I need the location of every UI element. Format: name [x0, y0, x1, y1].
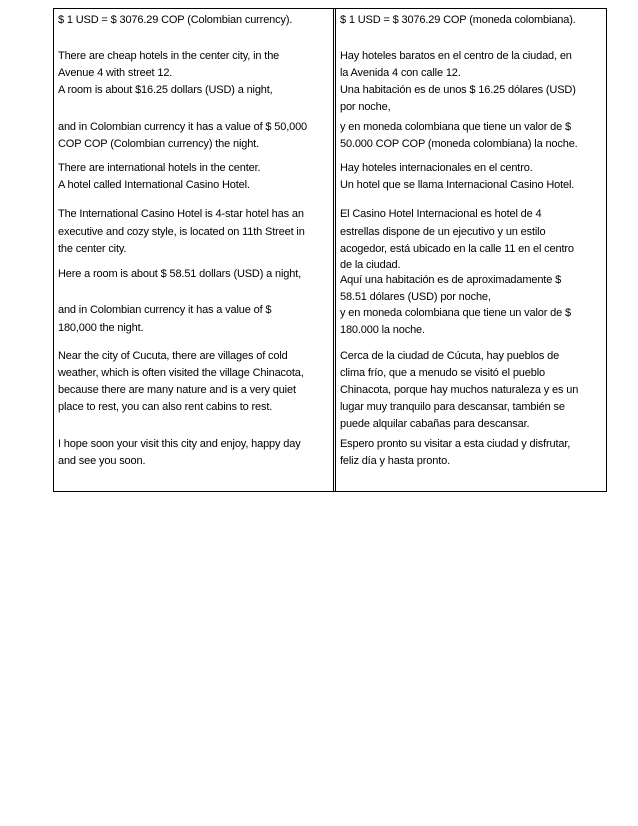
spanish-line: $ 1 USD = $ 3076.29 COP (moneda colombiana). — [340, 14, 576, 26]
english-line: There are international hotels in the center. — [58, 162, 261, 174]
spanish-line: Hay hoteles baratos en el centro de la ciudad, en — [340, 50, 572, 62]
spanish-column — [336, 9, 606, 491]
english-line: A room is about $16.25 dollars (USD) a night, — [58, 84, 273, 96]
english-line: Near the city of Cucuta, there are villages of cold — [58, 350, 288, 362]
english-line: and in Colombian currency it has a value of $ — [58, 304, 272, 316]
spanish-line: clima frío, que a menudo se visitó el pueblo — [340, 367, 545, 379]
spanish-line: y en moneda colombiana que tiene un valor de $ — [340, 307, 571, 319]
english-line: The International Casino Hotel is 4-star hotel has an — [58, 208, 304, 220]
spanish-line: de la ciudad. — [340, 259, 401, 271]
spanish-line: 58.51 dólares (USD) por noche, — [340, 291, 491, 303]
spanish-line: puede alquilar cabañas para descansar. — [340, 418, 530, 430]
english-line: and in Colombian currency it has a value of $ 50,000 — [58, 121, 308, 133]
spanish-line: 50.000 COP COP (moneda colombiana) la noche. — [340, 138, 578, 150]
english-line: weather, which is often visited the village Chinacota, — [58, 367, 304, 379]
spanish-line: Hay hoteles internacionales en el centro. — [340, 162, 533, 174]
english-line: the center city. — [58, 243, 127, 255]
spanish-line: por noche, — [340, 101, 391, 113]
spanish-line: lugar muy tranquilo para descansar, también se — [340, 401, 565, 413]
translation-table — [53, 8, 607, 492]
spanish-line: Chinacota, porque hay muchos naturaleza y es un — [340, 384, 579, 396]
english-line: COP COP (Colombian currency) the night. — [58, 138, 259, 150]
spanish-line: feliz día y hasta pronto. — [340, 455, 450, 467]
spanish-line: y en moneda colombiana que tiene un valor de $ — [340, 121, 571, 133]
spanish-line: El Casino Hotel Internacional es hotel de 4 — [340, 208, 542, 220]
spanish-line: la Avenida 4 con calle 12. — [340, 67, 461, 79]
spanish-line: Aquí una habitación es de aproximadamente $ — [340, 274, 562, 286]
spanish-line: 180.000 la noche. — [340, 324, 425, 336]
english-line: I hope soon your visit this city and enjoy, happy day — [58, 438, 301, 450]
english-line: $ 1 USD = $ 3076.29 COP (Colombian currency). — [58, 14, 293, 26]
english-line: place to rest, you can also rent cabins to rest. — [58, 401, 273, 413]
spanish-line: acogedor, está ubicado en la calle 11 en el centro — [340, 243, 574, 255]
english-column — [54, 9, 334, 491]
spanish-line: Cerca de la ciudad de Cúcuta, hay pueblos de — [340, 350, 560, 362]
english-line: Here a room is about $ 58.51 dollars (USD) a night, — [58, 268, 302, 280]
english-line: Avenue 4 with street 12. — [58, 67, 173, 79]
spanish-line: Una habitación es de unos $ 16.25 dólares (USD) — [340, 84, 576, 96]
english-line: executive and cozy style, is located on 11th Street in — [58, 226, 305, 238]
english-line: There are cheap hotels in the center city, in the — [58, 50, 280, 62]
english-line: and see you soon. — [58, 455, 146, 467]
spanish-line: estrellas dispone de un ejecutivo y un estilo — [340, 226, 546, 238]
spanish-line: Espero pronto su visitar a esta ciudad y disfrutar, — [340, 438, 571, 450]
english-line: 180,000 the night. — [58, 322, 144, 334]
english-line: because there are many nature and is a very quiet — [58, 384, 296, 396]
spanish-line: Un hotel que se llama Internacional Casino Hotel. — [340, 179, 575, 191]
english-line: A hotel called International Casino Hotel. — [58, 179, 250, 191]
